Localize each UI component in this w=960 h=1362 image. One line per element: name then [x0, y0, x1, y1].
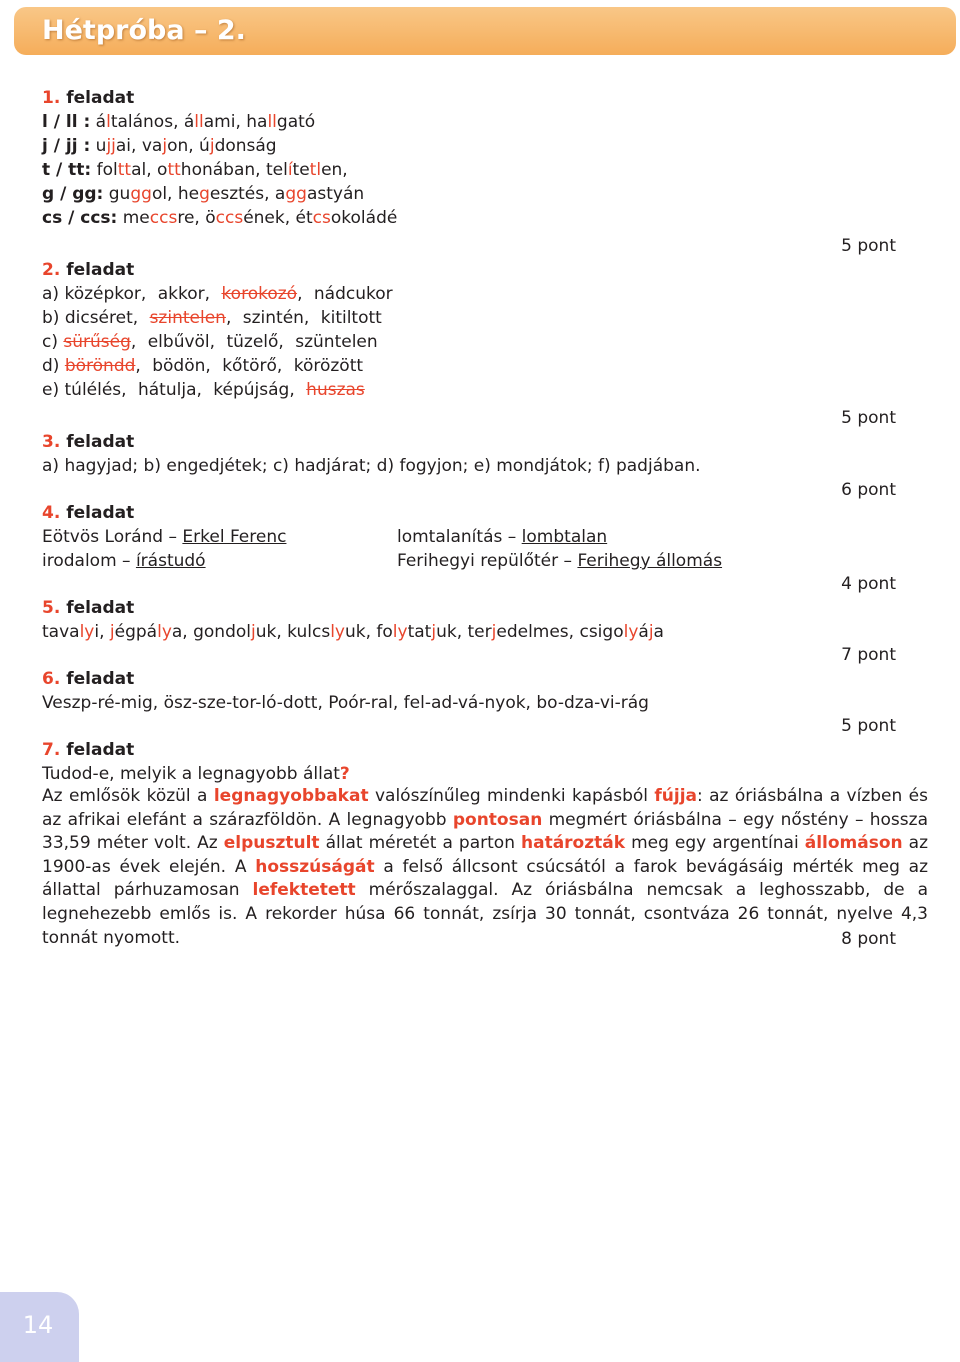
- odd-word: szintelen: [149, 308, 226, 328]
- task-3-heading: 3. feladat: [42, 432, 135, 452]
- task-3-points: 6 pont: [841, 480, 896, 500]
- odd-word: böröndd: [64, 356, 136, 376]
- task-1-line: g / gg: guggol, hegesztés, aggastyán: [42, 184, 365, 204]
- task-1-points: 5 pont: [841, 236, 896, 256]
- task-2-row: a) középkor, akkor, korokozó, nádcukor: [42, 284, 393, 304]
- page-number: 14: [22, 1311, 54, 1339]
- task-2-row: c) sürűség, elbűvöl, tüzelő, szüntelen: [42, 332, 378, 352]
- task-2-heading: 2. feladat: [42, 260, 135, 280]
- task-6-points: 5 pont: [841, 716, 896, 736]
- task-4-pair: lomtalanítás – lombtalan: [397, 527, 608, 547]
- odd-word: huszas: [306, 380, 365, 400]
- task-4-heading: 4. feladat: [42, 503, 135, 523]
- task-5-heading: 5. feladat: [42, 598, 135, 618]
- task-7-paragraph: Az emlősök közül a legnagyobbakat valószínűleg mindenki kapásból fújja: az óriásbálna a vízben és az afrikai elefánt a szárazföldön. A legnagyobb pontosan megmért óriásbálna – egy nőstény – hossza 33,59 méter volt. Az elpusztult állat méretét a parton határozták meg egy argentínai állomáson az 1900-as évek elején. A hosszúságát a felső állcsont csúcsától a farok bevágásáig mérték meg az állattal párhuzamosan lefektetett mérőszalaggal. Az óriásbálna nemcsak a leghosszabb, de a legnehezebb emlős is. A rekorder húsa 66 tonnát, zsírja 30 tonnát, csontváza 26 tonnát, nyelve 4,3 tonnát nyomott.: [42, 786, 928, 948]
- odd-word: sürűség: [63, 332, 131, 352]
- task-5-points: 7 pont: [841, 645, 896, 665]
- odd-word: korokozó: [221, 284, 298, 304]
- task-7-points: 8 pont: [841, 929, 896, 949]
- task-1-line: t / tt: folttal, otthonában, telítetlen,: [42, 160, 348, 180]
- task-4-pair: Eötvös Loránd – Erkel Ferenc: [42, 527, 287, 547]
- task-4-pair: irodalom – írástudó: [42, 551, 206, 571]
- task-1-line: cs / ccs: meccsre, öccsének, étcsokoládé: [42, 208, 398, 228]
- task-2-points: 5 pont: [841, 408, 896, 428]
- task-7-heading: 7. feladat: [42, 740, 135, 760]
- task-2-row: d) böröndd, bödön, kőtörő, körözött: [42, 356, 364, 376]
- task-7-question: Tudod-e, melyik a legnagyobb állat?: [42, 764, 350, 784]
- task-6-heading: 6. feladat: [42, 669, 135, 689]
- task-3-text: a) hagyjad; b) engedjétek; c) hadjárat; d) fogyjon; e) mondjátok; f) padjában.: [42, 456, 701, 476]
- task-1-heading: 1. feladat: [42, 88, 135, 108]
- page-title: Hétpróba – 2.: [42, 15, 246, 46]
- task-2-row: e) túlélés, hátulja, képújság, huszas: [42, 380, 365, 400]
- task-5-text: tavalyi, jégpálya, gondoljuk, kulcslyuk, folytatjuk, terjedelmes, csigolyája: [42, 622, 664, 642]
- task-4-points: 4 pont: [841, 574, 896, 594]
- task-2-row: b) dicséret, szintelen, szintén, kitiltott: [42, 308, 382, 328]
- task-1-line: j / jj : ujjai, vajon, újdonság: [42, 136, 277, 156]
- task-4-pair: Ferihegyi repülőtér – Ferihegy állomás: [397, 551, 723, 571]
- task-1-line: l / ll : általános, állami, hallgató: [42, 112, 316, 132]
- title-banner: [14, 7, 956, 55]
- task-6-text: Veszp-ré-mig, ösz-sze-tor-ló-dott, Poór-ral, fel-ad-vá-nyok, bo-dza-vi-rág: [42, 693, 649, 713]
